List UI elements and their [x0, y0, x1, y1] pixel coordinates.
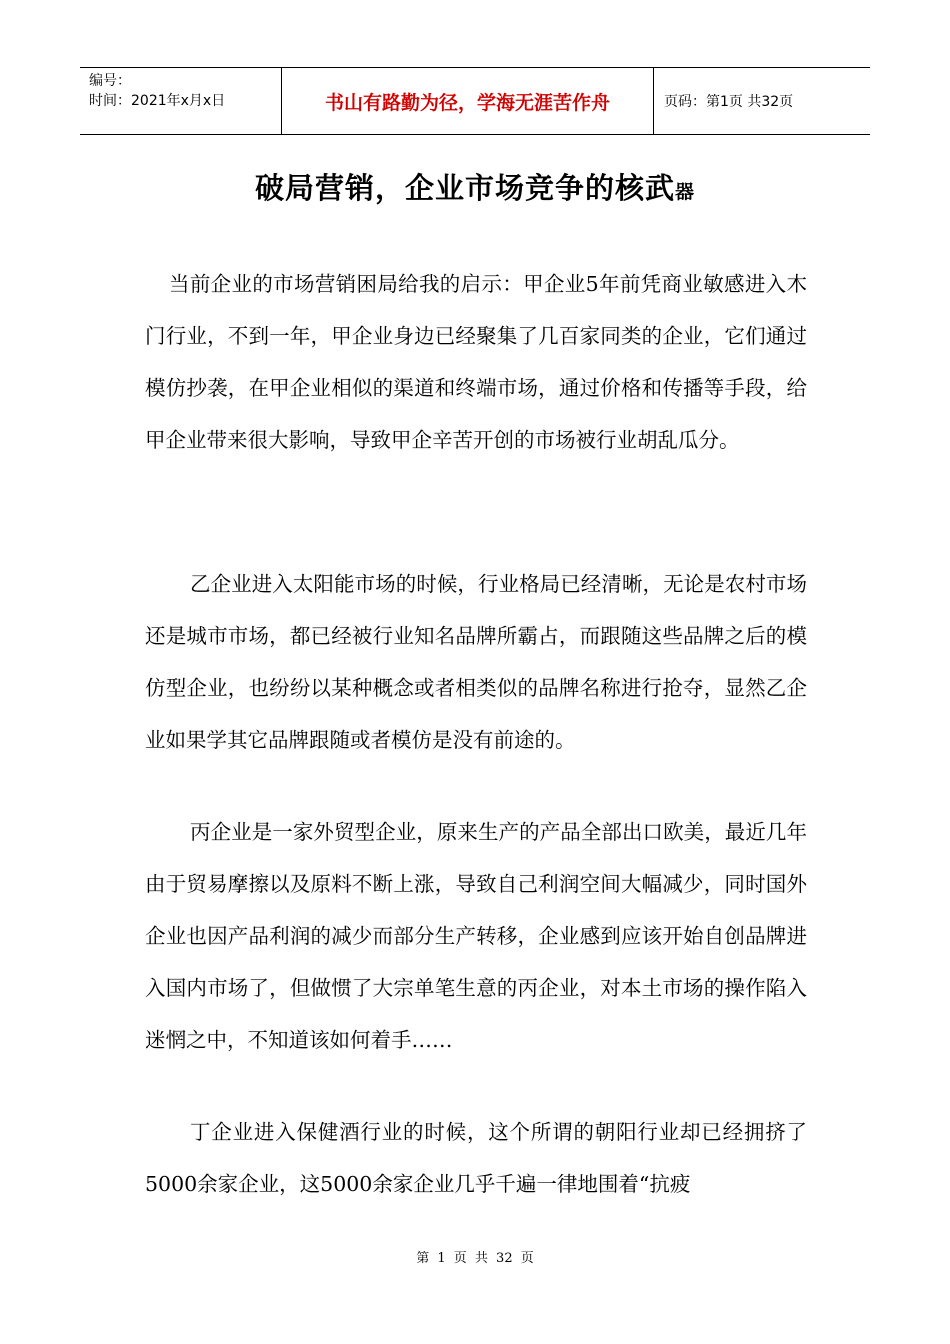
header-page-info: 页码：第1页 共32页	[664, 94, 794, 110]
header-meta	[80, 68, 281, 134]
header-motto: 书山有路勤为径，学海无涯苦作舟	[281, 68, 654, 134]
title-main: 破局营销，企业市场竞争的核武	[254, 171, 675, 205]
paragraph: 丁企业进入保健酒行业的时候，这个所谓的朝阳行业却已经拥挤了5000余家企业，这5000余家企业几乎千遍一律地围着“抗疲	[145, 1120, 807, 1196]
page-footer: 第 1 页 共 32 页	[416, 1251, 534, 1266]
date-label: 时间：2021年x月x日	[89, 93, 226, 109]
paragraph: 丙企业是一家外贸型企业，原来生产的产品全部出口欧美，最近几年由于贸易摩擦以及原料不断上涨，导致自己利润空间大幅减少，同时国外企业也因产品利润的减少而部分生产转移，企业感到应该开始自创品牌进入国内市场了，但做惯了大宗单笔生意的丙企业，对本土市场的操作陷入迷惘之中，不知道该如何着手……	[145, 820, 807, 1052]
number-label: 编号：	[89, 73, 131, 89]
paragraph: 当前企业的市场营销困局给我的启示：甲企业5年前凭商业敏感进入木门行业，不到一年，甲企业身边已经聚集了几百家同类的企业，它们通过模仿抄袭，在甲企业相似的渠道和终端市场，通过价格和传播等手段，给甲企业带来很大影响，导致甲企辛苦开创的市场被行业胡乱瓜分。	[145, 272, 807, 452]
document-title	[0, 166, 950, 207]
document-header	[80, 67, 870, 135]
paragraph: 乙企业进入太阳能市场的时候，行业格局已经清晰，无论是农村市场还是城市市场，都已经被行业知名品牌所霸占，而跟随这些品牌之后的模仿型企业，也纷纷以某种概念或者相类似的品牌名称进行抢夺，显然乙企业如果学其它品牌跟随或者模仿是没有前途的。	[145, 572, 807, 752]
title-suffix: 器	[675, 181, 696, 203]
